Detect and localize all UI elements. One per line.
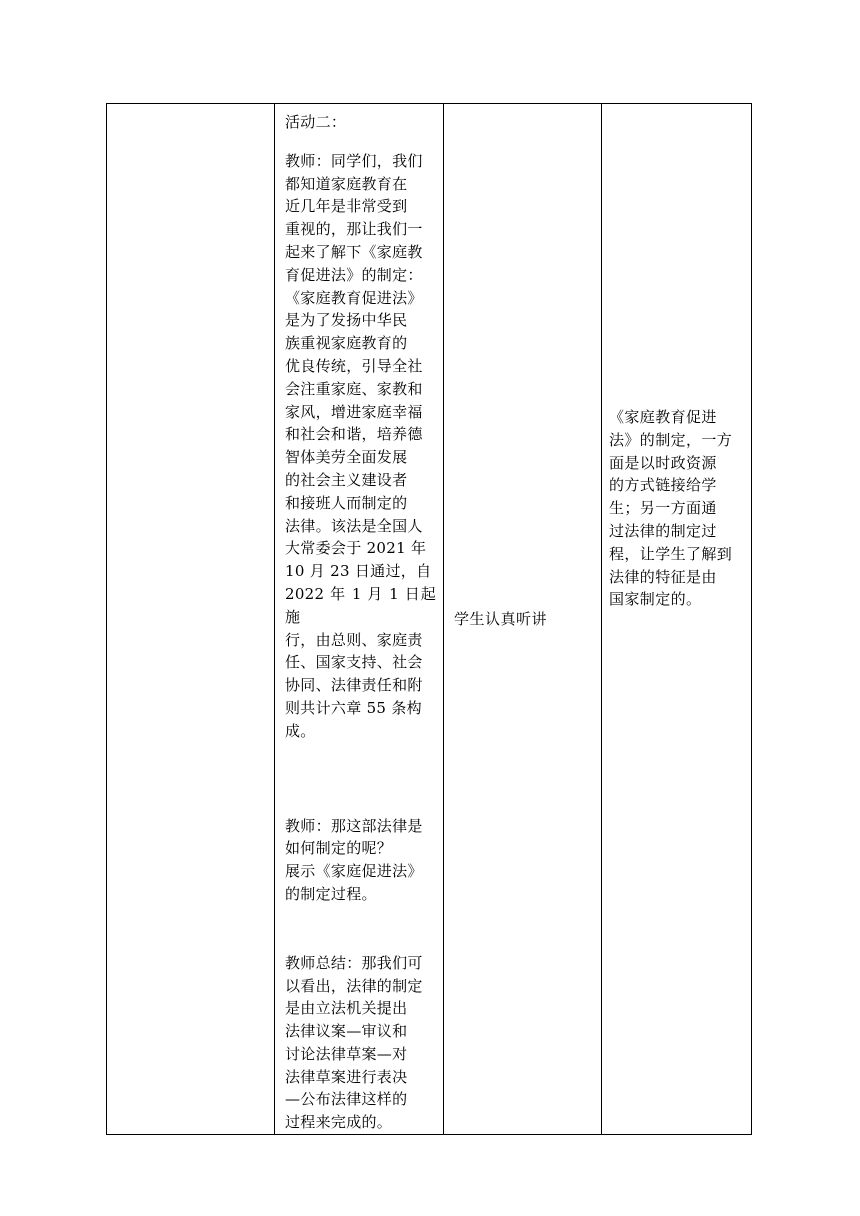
design-intent-text: 《家庭教育促进 法》的制定，一方 面是以时政资源 的方式链接给学 生；另一方面通 过法律的制定过 程，让学生了解到 法律的特征是由 国家制定的。 <box>609 408 733 609</box>
table-cell-design-intent <box>602 104 752 1135</box>
lesson-plan-table <box>106 103 752 1135</box>
table-cell-teacher-activity <box>275 104 444 1135</box>
table-cell-stage <box>107 104 275 1135</box>
table-row <box>107 104 752 1135</box>
table-cell-student-activity: 学生认真听讲 <box>444 104 602 1135</box>
teacher-intro-text: 教师：同学们，我们 都知道家庭教育在 近几年是非常受到 重视的，那让我们一 起来了解下《家庭教 育促进法》的制定： 《家庭教育促进法》 是为了发扬中华民 族重视家庭教育的 优良传统，引导全社 会注重家庭、家教和 家风，增进家庭幸福 和社会和谐，培养德 智体美劳全面发展 的社会主义建设者 和接班人而制定的 法律。该法是全国人 大常委会于 2021 年 10 月 23 日通过，自 2022 年 1 月 1 日起施 行，由总则、家庭责 任、国家支持、社会 协同、法律责任和附 则共计六章 55 条构 成。 <box>285 151 436 740</box>
teacher-question-text: 教师：那这部法律是 如何制定的呢？ 展示《家庭促进法》 的制定过程。 <box>285 816 423 903</box>
teacher-summary-text: 教师总结：那我们可 以看出，法律的制定 是由立法机关提出 法律议案—审议和 讨论法律草案—对 法律草案进行表决 —公布法律这样的 过程来完成的。 <box>285 953 423 1132</box>
activity-title: 活动二： <box>285 113 347 131</box>
